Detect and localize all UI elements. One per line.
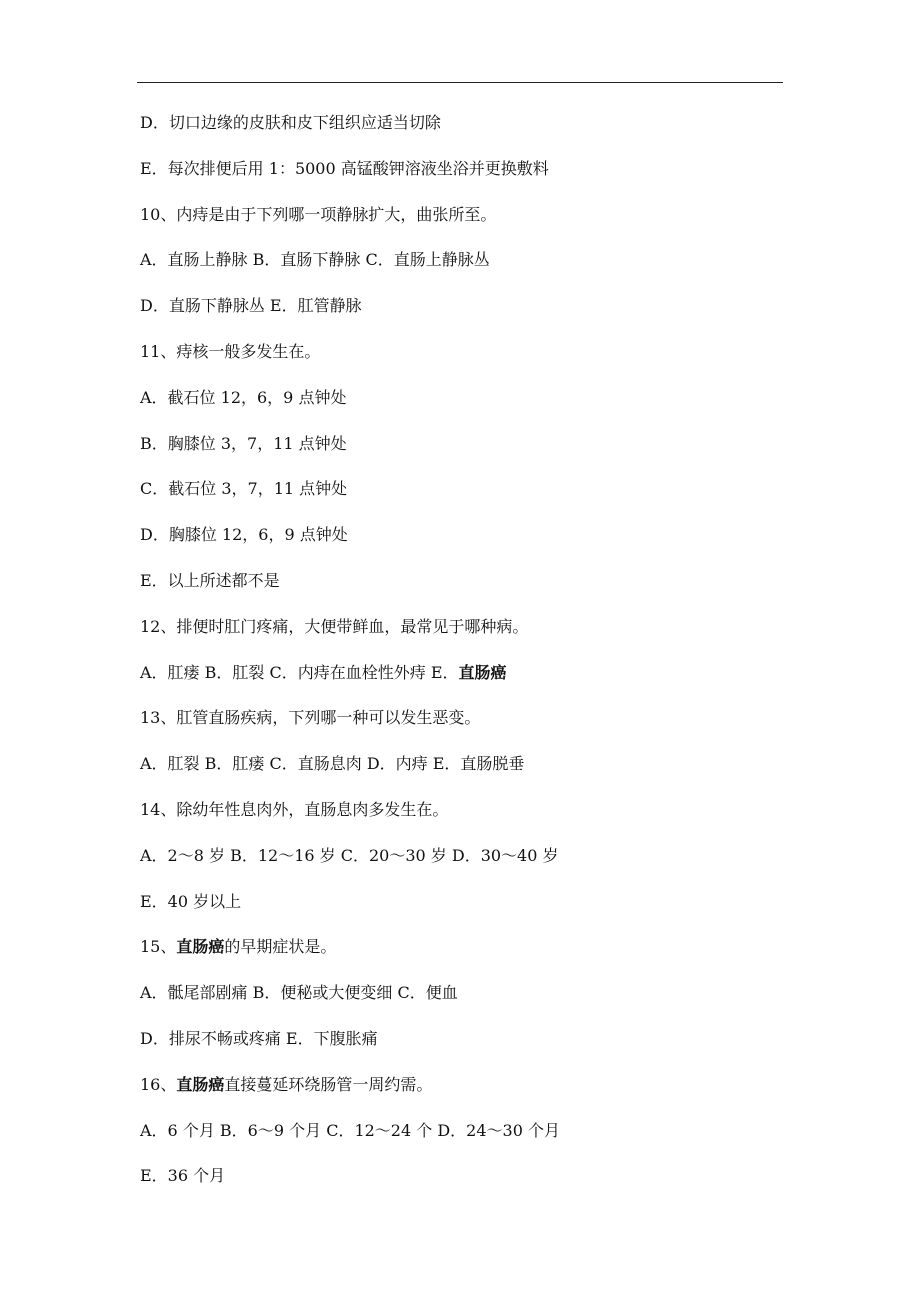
text-segment: D．直肠下静脉丛 E．肛管静脉 [140, 296, 362, 316]
text-line [140, 562, 800, 608]
text-line [140, 608, 800, 654]
text-segment: D．胸膝位 12，6，9 点钟处 [140, 525, 348, 545]
text-segment: 15、 [140, 937, 177, 957]
text-line [140, 745, 800, 791]
text-line [140, 516, 800, 562]
highlighted-term: 直肠癌 [176, 937, 225, 957]
text-segment: C．截石位 3，7，11 点钟处 [140, 479, 348, 499]
text-segment: A．截石位 12，6，9 点钟处 [140, 387, 347, 407]
header-rule [137, 82, 783, 83]
text-line [140, 1112, 800, 1158]
text-line [140, 333, 800, 379]
text-segment: A．肛瘘 B．肛裂 C．内痔在血栓性外痔 E． [140, 662, 459, 682]
text-segment: 16、 [140, 1074, 177, 1094]
text-line [140, 699, 800, 745]
text-segment: 直接蔓延环绕肠管一周约需。 [224, 1074, 433, 1094]
text-segment: A．6 个月 B．6～9 个月 C．12～24 个 D．24～30 个月 [140, 1120, 560, 1140]
text-segment: B．胸膝位 3，7，11 点钟处 [140, 433, 347, 453]
text-segment: E．每次排便后用 1：5000 高锰酸钾溶液坐浴并更换敷料 [140, 158, 549, 178]
text-line [140, 654, 800, 700]
document-body [140, 104, 800, 1203]
text-line [140, 196, 800, 242]
text-line [140, 974, 800, 1020]
text-line [140, 379, 800, 425]
text-segment: E．以上所述都不是 [140, 570, 280, 590]
text-segment: 14、除幼年性息肉外，直肠息肉多发生在。 [140, 799, 449, 819]
text-segment: D．切口边缘的皮肤和皮下组织应适当切除 [140, 113, 441, 132]
text-segment: 12、排便时肛门疼痛，大便带鲜血，最常见于哪种病。 [140, 616, 529, 636]
highlighted-term: 直肠癌 [176, 1074, 225, 1094]
text-line [140, 104, 800, 150]
text-line [140, 150, 800, 196]
text-line [140, 1020, 800, 1066]
text-segment: A．2～8 岁 B．12～16 岁 C．20～30 岁 D．30～40 岁 [140, 845, 559, 865]
text-segment: 的早期症状是。 [224, 937, 337, 957]
text-segment: A．骶尾部剧痛 B．便秘或大便变细 C．便血 [140, 983, 458, 1003]
text-line [140, 883, 800, 929]
text-line [140, 928, 800, 974]
highlighted-term: 直肠癌 [458, 662, 507, 682]
text-line [140, 470, 800, 516]
text-line [140, 241, 800, 287]
text-segment: 11、痔核一般多发生在。 [140, 341, 321, 361]
text-segment: 13、肛管直肠疾病，下列哪一种可以发生恶变。 [140, 708, 481, 728]
text-line [140, 1066, 800, 1112]
text-line [140, 425, 800, 471]
text-segment: A．直肠上静脉 B．直肠下静脉 C．直肠上静脉丛 [140, 250, 490, 270]
text-segment: 10、内痔是由于下列哪一项静脉扩大，曲张所至。 [140, 204, 497, 224]
text-line [140, 837, 800, 883]
text-segment: D．排尿不畅或疼痛 E．下腹胀痛 [140, 1028, 378, 1048]
text-segment: E．36 个月 [140, 1166, 226, 1186]
text-line [140, 791, 800, 837]
text-line [140, 1157, 800, 1203]
text-segment: E．40 岁以上 [140, 891, 242, 911]
text-line [140, 287, 800, 333]
text-segment: A．肛裂 B．肛瘘 C．直肠息肉 D．内痔 E．直肠脱垂 [140, 754, 525, 774]
